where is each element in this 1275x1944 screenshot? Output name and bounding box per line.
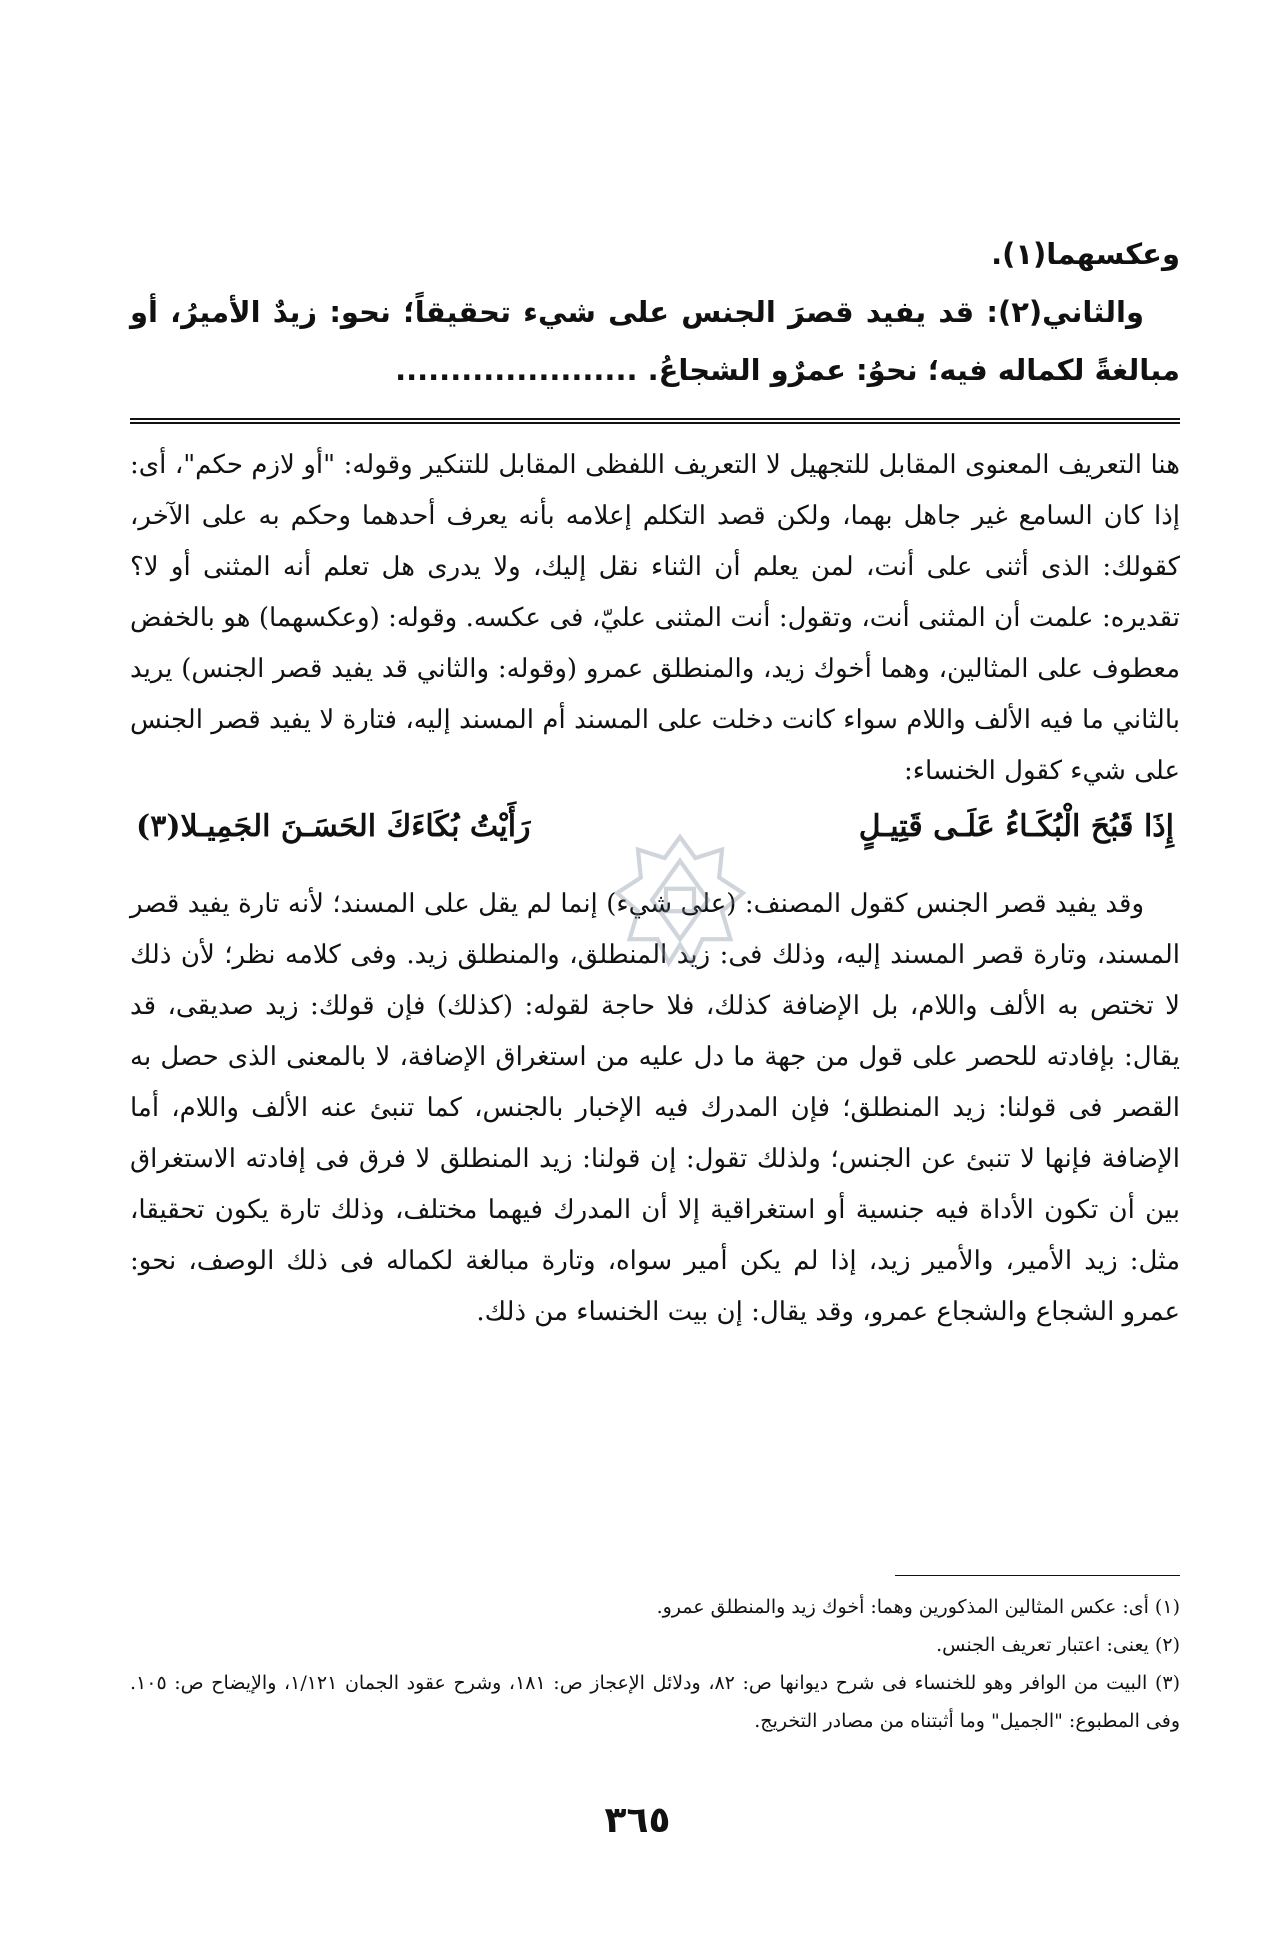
footnote-2: (٢) يعنى: اعتبار تعريف الجنس. [936,1634,1180,1656]
commentary-paragraph-2: وقد يفيد قصر الجنس كقول المصنف: (على شيء) إنما لم يقل على المسند؛ لأنه تارة يفيد قصر المسند، وتارة قصر المسند إليه، وذلك فى: زيد المنطلق، والمنطلق زيد. وفى كلامه نظر؛ لأن ذلك لا تختص به الألف واللام، بل الإضافة كذلك، فلا حاجة لقوله: (كذلك) فإن قولك: زيد صديقى، قد يقال: بإفادته للحصر على قول من جهة ما دل عليه من استغراق الإضافة، لا بالمعنى الذى حصل به القصر فى قولنا: زيد المنطلق؛ فإن المدرك فيه الإخبار بالجنس، كما تنبئ عنه الألف واللام، أما الإضافة فإنها لا تنبئ عن الجنس؛ ولذلك تقول: إن قولنا: زيد المنطلق لا فرق فى إفادته الاستغراق بين أن تكون الأداة فيه جنسية أو استغراقية إلا أن المدرك فيهما مختلف، وذلك تارة يكون تحقيقا، مثل: زيد الأمير، والأمير زيد، إذا لم يكن أمير سواه، وتارة مبالغة لكماله فى ذلك الوصف، نحو: عمرو الشجاع والشجاع عمرو، وقد يقال: إن بيت الخنساء من ذلك. [130,889,1180,1327]
page-number: ٣٦٥ [604,1800,671,1841]
footnote-1: (١) أى: عكس المثالين المذكورين وهما: أخوك زيد والمنطلق عمرو. [656,1596,1180,1618]
main-text-line-2: والثاني(٢): قد يفيد قصرَ الجنس على شيء تحقيقاً؛ نحو: زيدٌ الأميرُ، أو مبالغةً لكماله فيه؛ نحوُ: عمرٌو الشجاعُ. ...................... [130,295,1180,387]
main-text [130,225,1180,399]
verse-first-hemistich: إِذَا قَبُحَ الْبُكَـاءُ عَلَـى قَتِيـلٍ [858,809,1174,844]
verse-second-hemistich: رَأَيْتُ بُكَاءَكَ الحَسَـنَ الجَمِيـلا(٣) [136,809,531,844]
main-text-line-1: وعكسهما(١). [991,237,1180,271]
footnote-3: (٣) البيت من الوافر وهو للخنساء فى شرح ديوانها ص: ٨٢، ودلائل الإعجاز ص: ١٨١، وشرح عقود الجمان ١/١٢١، والإيضاح ص: ١٠٥. وفى المطبوع: "الجميل" وما أثبتناه من مصادر التخريج. [130,1672,1181,1732]
footnotes [130,1588,1180,1740]
commentary-paragraph-1: هنا التعريف المعنوى المقابل للتجهيل لا التعريف اللفظى المقابل للتنكير وقوله: "أو لازم حكم"، أى: إذا كان السامع غير جاهل بهما، ولكن قصد التكلم إعلامه بأنه يعرف أحدهما وحكم به على الآخر، كقولك: الذى أثنى على أنت، لمن يعلم أن الثناء نقل إليك، ولا يدرى هل تعلم أنه المثنى أو لا؟ تقديره: علمت أن المثنى أنت، وتقول: أنت المثنى عليّ، فى عكسه. وقوله: (وعكسهما) هو بالخفض معطوف على المثالين، وهما أخوك زيد، والمنطلق عمرو (وقوله: والثاني قد يفيد قصر الجنس) يريد بالثاني ما فيه الألف واللام سواء كانت دخلت على المسند أم المسند إليه، فتارة لا يفيد قصر الجنس على شيء كقول الخنساء: [130,450,1180,786]
footnote-separator [895,1575,1180,1576]
library-seal-icon [610,830,750,970]
text-commentary-divider [130,418,1180,424]
